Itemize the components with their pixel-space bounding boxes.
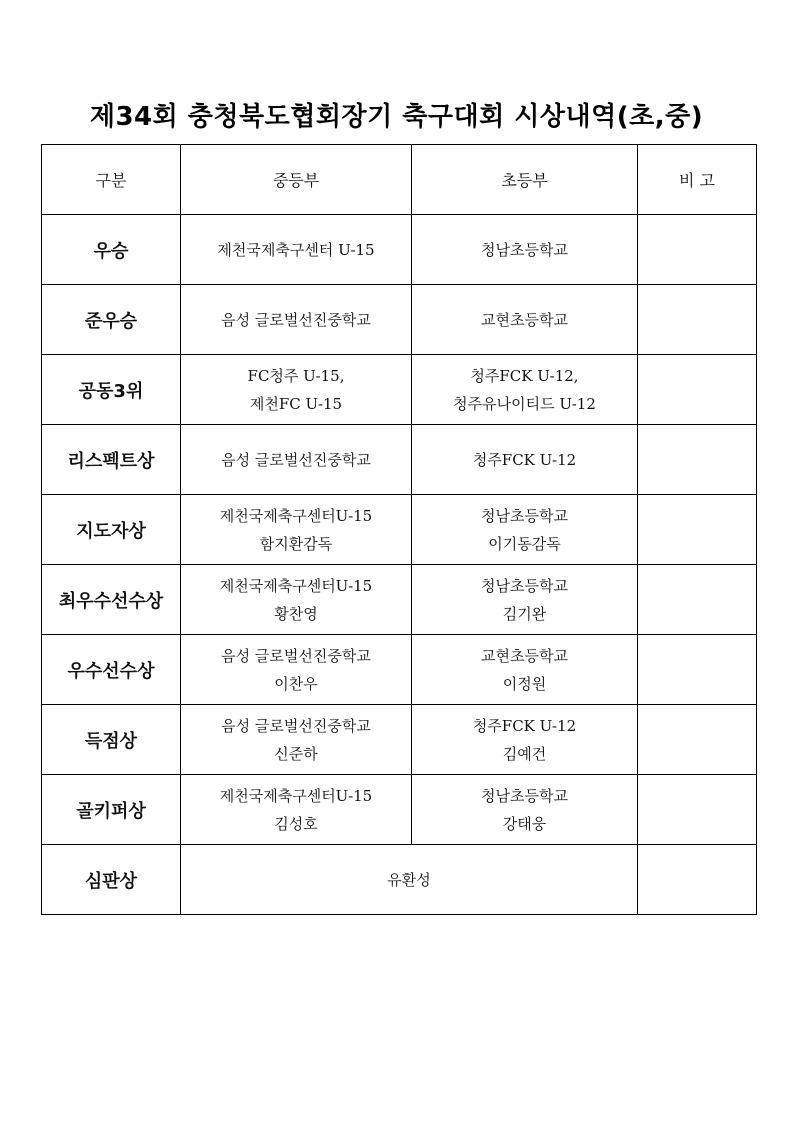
award-category: 우수선수상 (42, 635, 181, 705)
elementary-school-winner-line: 이정원 (502, 674, 547, 693)
elementary-school-winner-line: 청남초등학교 (481, 576, 568, 595)
elementary-school-winner-line: 김기완 (502, 604, 547, 623)
awards-table (41, 144, 757, 915)
elementary-school-winner (412, 355, 638, 425)
middle-school-winner (181, 775, 412, 845)
elementary-school-winner-line: 교현초등학교 (481, 310, 568, 329)
award-category: 지도자상 (42, 495, 181, 565)
middle-school-winner-line: 제천국제축구센터U-15 (219, 506, 373, 525)
remarks-cell (638, 705, 757, 775)
referee-award-winner: 유환성 (181, 845, 638, 915)
middle-school-winner-line: 음성 글로벌선진중학교 (221, 646, 371, 665)
middle-school-winner (181, 215, 412, 285)
middle-school-winner-line: 황찬영 (274, 604, 318, 623)
middle-school-winner (181, 495, 412, 565)
middle-school-winner-line: 제천국제축구센터U-15 (219, 576, 373, 595)
table-row (42, 425, 757, 495)
elementary-school-winner (412, 285, 638, 355)
remarks-cell (638, 285, 757, 355)
elementary-school-winner (412, 565, 638, 635)
elementary-school-winner-line: 청주FCK U-12 (472, 716, 577, 735)
middle-school-winner-line: 음성 글로벌선진중학교 (221, 716, 371, 735)
elementary-school-winner-line: 청주FCK U-12 (472, 450, 577, 469)
header-row (42, 145, 757, 215)
award-category: 준우승 (42, 285, 181, 355)
remarks-cell (638, 635, 757, 705)
middle-school-winner-line: 음성 글로벌선진중학교 (221, 450, 371, 469)
elementary-school-winner-line: 청남초등학교 (481, 786, 568, 805)
header-category: 구분 (42, 145, 181, 215)
award-category: 공동3위 (42, 355, 181, 425)
award-category: 우승 (42, 215, 181, 285)
elementary-school-winner (412, 495, 638, 565)
middle-school-winner (181, 565, 412, 635)
elementary-school-winner (412, 215, 638, 285)
middle-school-winner-line: 김성호 (274, 814, 318, 833)
elementary-school-winner (412, 775, 638, 845)
table-row (42, 635, 757, 705)
middle-school-winner-line: 이찬우 (274, 674, 318, 693)
header-elementary-school: 초등부 (412, 145, 638, 215)
middle-school-winner-line: 음성 글로벌선진중학교 (221, 310, 371, 329)
middle-school-winner-line: 신준하 (274, 744, 318, 763)
elementary-school-winner-line: 강태웅 (502, 814, 547, 833)
middle-school-winner-line: 함지환감독 (259, 534, 333, 553)
award-category: 최우수선수상 (42, 565, 181, 635)
award-category: 골키퍼상 (42, 775, 181, 845)
header-middle-school: 중등부 (181, 145, 412, 215)
header-remarks: 비 고 (638, 145, 757, 215)
remarks-cell (638, 355, 757, 425)
elementary-school-winner-line: 청주FCK U-12, (470, 366, 579, 385)
remarks-cell (638, 215, 757, 285)
table-row (42, 775, 757, 845)
elementary-school-winner (412, 705, 638, 775)
award-category: 득점상 (42, 705, 181, 775)
middle-school-winner (181, 635, 412, 705)
table-row (42, 495, 757, 565)
middle-school-winner (181, 705, 412, 775)
middle-school-winner-line: 제천국제축구센터 U-15 (217, 240, 375, 259)
middle-school-winner (181, 355, 412, 425)
elementary-school-winner-line: 청남초등학교 (481, 240, 568, 259)
remarks-cell (638, 845, 757, 915)
remarks-cell (638, 495, 757, 565)
middle-school-winner (181, 425, 412, 495)
remarks-cell (638, 425, 757, 495)
elementary-school-winner-line: 교현초등학교 (481, 646, 568, 665)
elementary-school-winner-line: 김예건 (502, 744, 547, 763)
remarks-cell (638, 565, 757, 635)
middle-school-winner-line: 제천국제축구센터U-15 (219, 786, 373, 805)
elementary-school-winner (412, 425, 638, 495)
table-row-referee (42, 845, 757, 915)
award-category: 리스펙트상 (42, 425, 181, 495)
table-row (42, 705, 757, 775)
elementary-school-winner (412, 635, 638, 705)
middle-school-winner-line: FC청주 U-15, (247, 366, 345, 385)
table-row (42, 355, 757, 425)
elementary-school-winner-line: 청주유나이티드 U-12 (453, 394, 596, 413)
table-row (42, 215, 757, 285)
middle-school-winner-line: 제천FC U-15 (249, 394, 343, 413)
table-row (42, 565, 757, 635)
middle-school-winner (181, 285, 412, 355)
award-category: 심판상 (42, 845, 181, 915)
elementary-school-winner-line: 청남초등학교 (481, 506, 568, 525)
remarks-cell (638, 775, 757, 845)
page-title: 제34회 충청북도협회장기 축구대회 시상내역(초,중) (89, 102, 704, 132)
elementary-school-winner-line: 이기동감독 (488, 534, 561, 553)
table-row (42, 285, 757, 355)
